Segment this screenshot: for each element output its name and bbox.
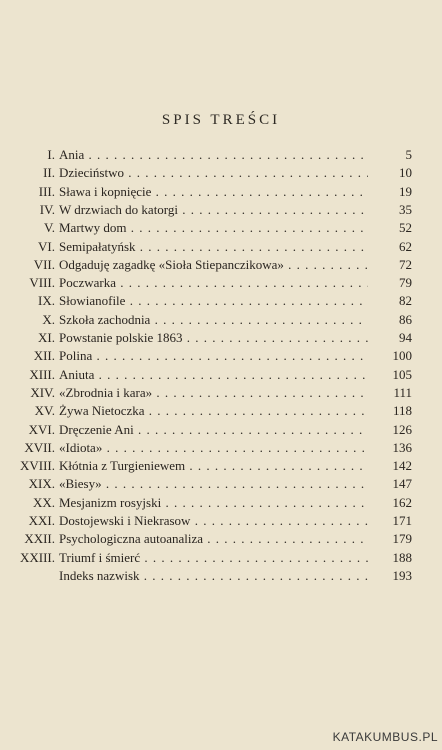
chapter-number: XVI. [28,421,55,437]
page-number: 19 [368,182,412,201]
chapter-number: XVII. [24,439,55,455]
chapter-number: IV. [39,201,55,217]
chapter-title: Szkoła zachodnia . . . [59,310,411,329]
page-number: 147 [368,474,412,493]
chapter-title: Semipałatyńsk . . . [59,237,411,256]
page-number: 10 [368,163,412,182]
chapter-title: Dostojewski i Niekrasow . . . [59,511,411,530]
page-number: 142 [368,456,412,475]
page-number: 5 [368,145,412,164]
toc-entry [0,365,442,384]
page-title: SPIS TREŚCI [161,112,281,128]
chapter-title: Poczwarka . . . [59,273,411,292]
chapter-title: Mesjanizm rosyjski . . . [59,493,411,512]
chapter-title: Aniuta . . . [59,365,411,384]
toc-entry [0,182,442,201]
toc-entry [0,200,442,219]
toc-entry [0,474,442,493]
toc-entry [0,218,442,237]
chapter-number: VI. [38,238,55,254]
chapter-number: I. [47,147,55,162]
toc-entry [0,529,442,548]
chapter-title: Dzieciństwo . . . [59,163,411,182]
page-number: 79 [368,273,412,292]
chapter-title: Słowianofile . . . [59,291,411,310]
page-number: 62 [368,237,412,256]
page-number: 126 [368,420,412,439]
toc-entry [0,291,442,310]
chapter-title: Żywa Nietoczka . . . [59,401,411,420]
page-number: 86 [368,310,412,329]
chapter-title: «Idiota» . . . [59,438,411,457]
chapter-number: XXI. [28,513,55,528]
chapter-title: Odgaduję zagadkę «Sioła Stiepanczikowa» . . . [59,255,411,274]
chapter-number: IX. [38,293,55,309]
page-number: 105 [368,365,412,384]
chapter-number: V. [44,220,55,236]
chapter-title: Psychologiczna autoanaliza . . . [59,529,411,548]
chapter-number: XI. [38,330,55,345]
page-number: 100 [368,346,412,365]
page-number: 136 [368,438,412,457]
chapter-title: «Zbrodnia i kara» . . . [59,383,411,402]
page-number: 111 [368,383,412,402]
toc-entry [0,383,442,402]
toc-entry [0,401,442,420]
chapter-number: XXIII. [19,549,55,565]
toc-entry [0,493,442,512]
page-number: 118 [368,401,412,420]
chapter-number: XIII. [29,366,55,382]
toc-entry [0,255,442,274]
chapter-number: XXII. [24,531,55,547]
chapter-number: II. [43,165,55,181]
chapter-number: XVIII. [19,458,55,474]
chapter-title: Powstanie polskie 1863 . . . [59,328,411,347]
chapter-number: X. [42,311,55,327]
chapter-title: Triumf i śmierć . . . [59,548,411,567]
toc-entry [0,548,442,567]
toc-entry [0,145,442,164]
page-number: 94 [368,328,412,347]
chapter-title: Indeks nazwisk . . . [59,566,411,585]
toc-entry [0,511,442,530]
toc-entry [0,438,442,457]
toc-entry [0,456,442,475]
chapter-title: Kłótnia z Turgieniewem . . . [59,456,411,475]
toc-entry [0,566,442,585]
page-number: 179 [368,529,412,548]
toc-entry [0,310,442,329]
toc-entry [0,346,442,365]
toc-entry [0,420,442,439]
chapter-title: W drzwiach do katorgi . . . [59,200,411,219]
watermark: KATAKUMBUS.PL [332,730,438,744]
toc-entry [0,328,442,347]
chapter-title: Ania . . . [59,145,411,164]
page-number: 82 [368,291,412,310]
chapter-number: XII. [33,348,55,364]
page-number: 72 [368,255,412,274]
page-number: 193 [368,566,412,585]
toc-entry [0,237,442,256]
chapter-number: XIV. [30,384,55,400]
chapter-title: «Biesy» . . . [59,474,411,493]
chapter-number: XX. [32,494,55,510]
chapter-number: III. [38,183,55,199]
page-number: 171 [368,511,412,530]
toc-entry [0,273,442,292]
page-number: 52 [368,218,412,237]
page-number: 35 [368,200,412,219]
chapter-number: VII. [33,256,55,272]
toc-entry [0,163,442,182]
page-number: 188 [368,548,412,567]
chapter-title: Sława i kopnięcie . . . [59,182,411,201]
page-number: 162 [368,493,412,512]
chapter-number: XV. [34,403,55,419]
chapter-title: Martwy dom . . . [59,218,411,237]
chapter-number: XIX. [28,476,55,492]
chapter-title: Polina . . . [59,346,411,365]
chapter-number: VIII. [29,275,55,291]
chapter-title: Dręczenie Ani . . . [59,420,411,439]
